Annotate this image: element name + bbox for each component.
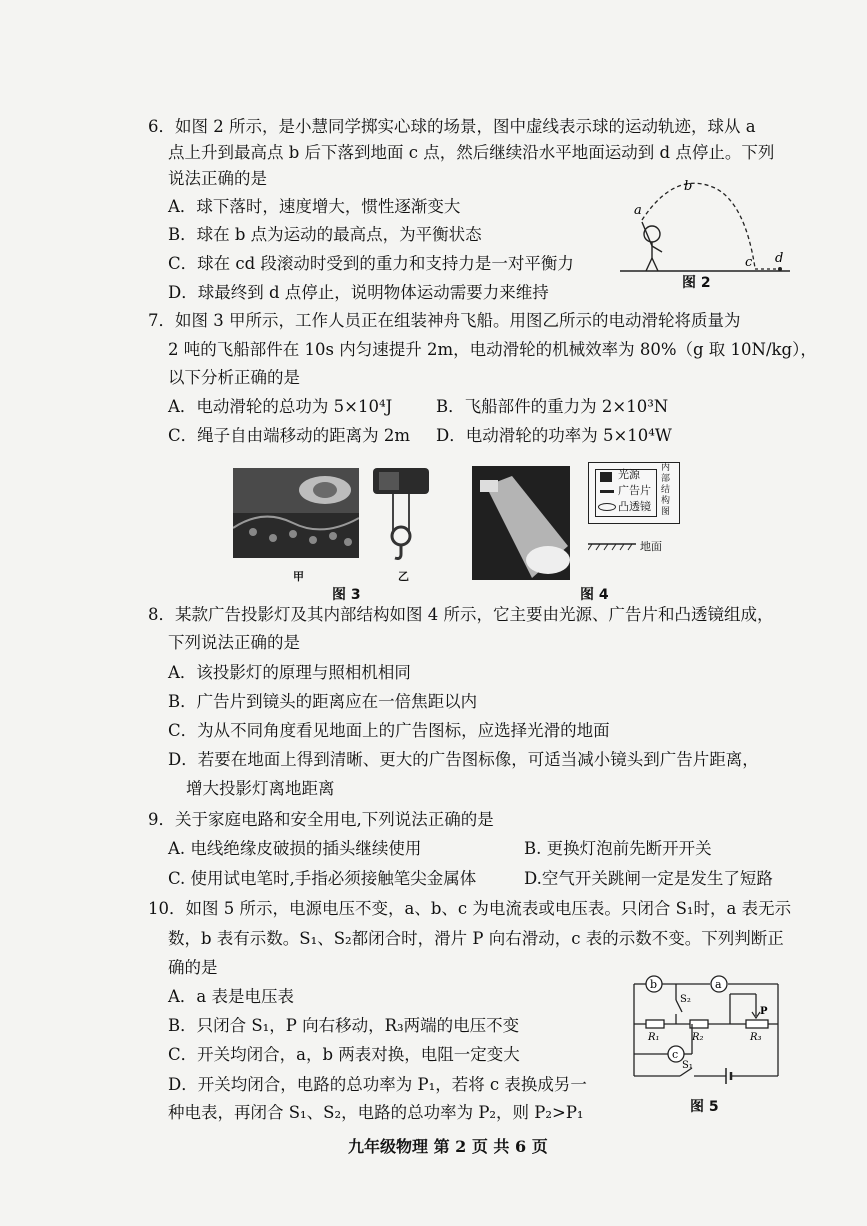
fig3-label-yi: 乙 (398, 570, 409, 583)
q7-option-a: A．电动滑轮的总功为 5×10⁴J (168, 397, 393, 416)
label-s2: S₂ (680, 994, 691, 1005)
q9-option-c: C. 使用试电笔时,手指必须接触笔尖金属体 (168, 869, 477, 888)
fig4-projector-photo (472, 466, 570, 580)
resistor-r2 (690, 1020, 708, 1028)
q10-stem-line3: 确的是 (168, 958, 218, 977)
page-footer: 九年级物理 第 2 页 共 6 页 (348, 1137, 548, 1156)
meter-b-label: b (650, 978, 658, 991)
fig2-label-b: b (684, 179, 693, 194)
label-r1: R₁ (648, 1032, 660, 1043)
fig2-caption: 图 2 (682, 275, 711, 291)
fig4-internal-diagram (588, 462, 680, 524)
fig4-caption: 图 4 (580, 587, 609, 603)
q8-option-c: C．为从不同角度看见地面上的广告图标，应选择光滑的地面 (168, 721, 610, 740)
fig4-item-light: 光源 (618, 468, 640, 481)
fig4-ground-hatch (588, 540, 638, 552)
fig3-label-jia: 甲 (293, 570, 304, 583)
q8-stem-line2: 下列说法正确的是 (168, 633, 300, 652)
q9-option-d: D.空气开关跳闸一定是发生了短路 (524, 869, 773, 888)
meter-a-label: a (715, 978, 722, 991)
label-s1: S₁ (682, 1060, 693, 1071)
figure-5-circuit (626, 972, 786, 1092)
ad-film-icon (600, 490, 614, 493)
q8-option-a: A．该投影灯的原理与照相机相同 (168, 663, 411, 682)
q6-stem-line2: 点上升到最高点 b 后下落到地面 c 点，然后继续沿水平地面运动到 d 点停止。下列 (168, 143, 775, 162)
q6-option-d: D．球最终到 d 点停止，说明物体运动需要力来维持 (168, 283, 549, 302)
light-source-icon (600, 472, 612, 482)
fig2-label-d: d (775, 251, 784, 266)
fig4-side-label: 内部结构图 (661, 463, 671, 517)
fig4-inner-box (595, 469, 657, 517)
fig3-electric-pulley (369, 462, 433, 564)
q10-option-b: B．只闭合 S₁，P 向右移动，R₃两端的电压不变 (168, 1016, 520, 1035)
q7-stem-line1: 7．如图 3 甲所示，工作人员正在组装神舟飞船。用图乙所示的电动滑轮将质量为 (148, 311, 741, 330)
q6-stem-line3: 说法正确的是 (168, 169, 267, 188)
fig4-item-lens: 凸透镜 (618, 500, 651, 513)
label-r3: R₃ (750, 1032, 762, 1043)
q9-option-b: B. 更换灯泡前先断开开关 (524, 839, 712, 858)
q7-option-d: D．电动滑轮的功率为 5×10⁴W (436, 426, 672, 445)
fig5-caption: 图 5 (690, 1099, 719, 1115)
q10-option-c: C．开关均闭合，a，b 两表对换，电阻一定变大 (168, 1045, 520, 1064)
fig4-item-film: 广告片 (618, 484, 651, 497)
q8-option-d-line1: D．若要在地面上得到清晰、更大的广告图标像，可适当减小镜头到广告片距离， (168, 750, 759, 769)
q7-stem-line3: 以下分析正确的是 (168, 368, 300, 387)
q8-option-b: B．广告片到镜头的距离应在一倍焦距以内 (168, 692, 478, 711)
label-r2: R₂ (692, 1032, 704, 1043)
fig2-label-c: c (745, 255, 753, 270)
q10-stem-line2: 数，b 表有示数。S₁、S₂都闭合时，滑片 P 向右滑动，c 表的示数不变。下列判断正 (168, 929, 784, 948)
q7-option-b: B．飞船部件的重力为 2×10³N (436, 397, 669, 416)
fig2-label-a: a (634, 203, 642, 218)
q9-stem: 9．关于家庭电路和安全用电,下列说法正确的是 (148, 810, 494, 829)
q7-option-c: C．绳子自由端移动的距离为 2m (168, 426, 411, 445)
q8-option-d-line2: 增大投影灯离地距离 (186, 779, 335, 798)
fig3-assembly-photo (233, 468, 359, 558)
resistor-r1 (646, 1020, 664, 1028)
q6-option-a: A．球下落时，速度增大，惯性逐渐变大 (168, 197, 461, 216)
q10-option-d-line2: 种电表，再闭合 S₁、S₂，电路的总功率为 P₂，则 P₂>P₁ (168, 1103, 584, 1122)
fig4-ground-label: 地面 (640, 540, 662, 553)
q7-stem-line2: 2 吨的飞船部件在 10s 内匀速提升 2m，电动滑轮的机械效率为 80%（g 取 10N/kg）， (168, 340, 817, 359)
convex-lens-icon (598, 503, 616, 511)
q6-option-b: B．球在 b 点为运动的最高点，为平衡状态 (168, 225, 482, 244)
q6-option-c: C．球在 cd 段滚动时受到的重力和支持力是一对平衡力 (168, 254, 574, 273)
label-p: P (760, 1006, 768, 1017)
q10-option-a: A．a 表是电压表 (168, 987, 294, 1006)
q9-option-a: A. 电线绝缘皮破损的插头继续使用 (168, 839, 422, 858)
q10-option-d-line1: D．开关均闭合，电路的总功率为 P₁，若将 c 表换成另一 (168, 1075, 587, 1094)
q8-stem-line1: 8．某款广告投影灯及其内部结构如图 4 所示，它主要由光源、广告片和凸透镜组成， (148, 605, 774, 624)
q6-stem-line1: 6．如图 2 所示，是小慧同学掷实心球的场景，图中虚线表示球的运动轨迹，球从 a (148, 117, 756, 136)
meter-c-label: c (672, 1048, 679, 1061)
q10-stem-line1: 10．如图 5 所示，电源电压不变，a、b、c 为电流表或电压表。只闭合 S₁时，a 表无示 (148, 899, 792, 918)
fig3-caption: 图 3 (332, 587, 361, 603)
rheostat-r3 (746, 1020, 768, 1028)
